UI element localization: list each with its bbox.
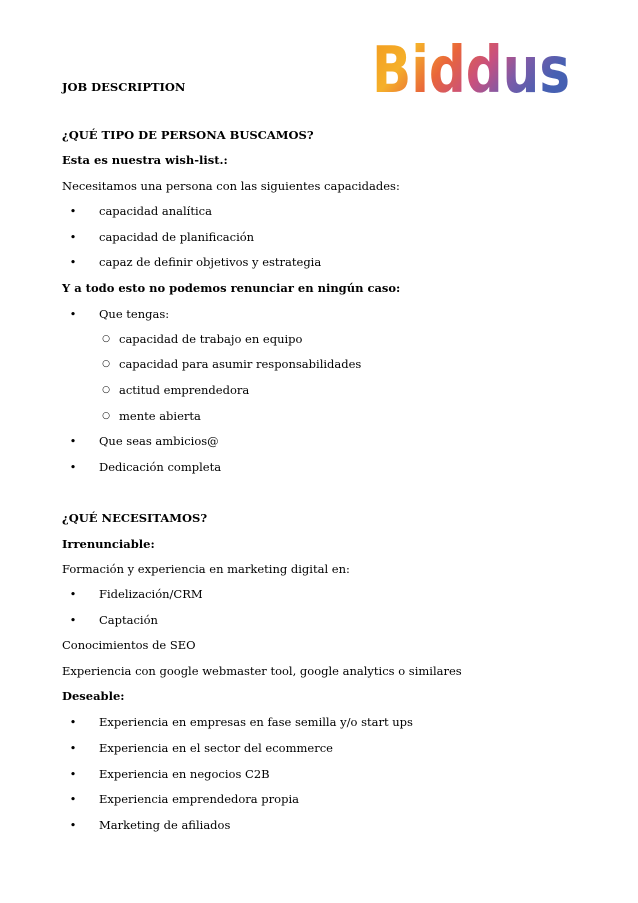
bullet-icon: • xyxy=(69,767,77,781)
circle-bullet-icon: ○ xyxy=(102,385,110,395)
bullet-icon: • xyxy=(69,741,77,755)
circle-bullet-icon: ○ xyxy=(102,359,110,369)
seo-text: Conocimientos de SEO xyxy=(62,638,196,652)
bullet-icon: • xyxy=(69,204,77,218)
section-heading-needs: ¿QUÉ NECESITAMOS? xyxy=(62,511,208,525)
bullet-icon: • xyxy=(69,255,77,269)
required-heading: Irrenunciable: xyxy=(62,537,155,551)
section-heading-persona: ¿QUÉ TIPO DE PERSONA BUSCAMOS? xyxy=(62,128,314,142)
logo-text: Biddus xyxy=(372,34,570,108)
intro-text: Necesitamos una persona con las siguientes capacidades: xyxy=(62,179,400,193)
bullet-icon: • xyxy=(69,460,77,474)
desirable-heading: Deseable: xyxy=(62,689,125,703)
biddus-logo xyxy=(372,28,572,108)
bullet-icon: • xyxy=(69,230,77,244)
bullet-icon: • xyxy=(69,792,77,806)
training-text: Formación y experiencia en marketing digital en: xyxy=(62,562,350,576)
bullet-icon: • xyxy=(69,613,77,627)
wishlist-heading: Esta es nuestra wish-list.: xyxy=(62,153,228,167)
document-page: Biddus JOB DESCRIPTION ¿QUÉ TIPO DE PERSONA BUSCAMOS? Esta es nuestra wish-list.: Necesitamos una persona con las siguientes capacidades: • capacidad analítica • capacidad de planificación • capaz de definir objetivos y estrategia Y a todo esto no podemos renunciar en ningún caso: • Que tengas: ○ capacidad de trabajo en equipo ○ capacidad para asumir responsabilidades ○ actitud emprendedora ○ mente abierta • Que seas ambicios@ • Dedicación completa ¿QUÉ NECESITAMOS? Irrenunciable: Formación y experiencia en marketing digital en: • Fidelización/CRM • Captación Conocimientos de SEO Experiencia con google webmaster tool, google analytics o similares Deseable: • Experiencia en empresas en fase semilla y/o start ups • Experiencia en el sector del ecommerce • Experiencia en negocios C2B • Experiencia emprendedora propia • Marketing de afiliados xyxy=(0,0,638,903)
tools-text: Experiencia con google webmaster tool, google analytics o similares xyxy=(62,664,462,678)
circle-bullet-icon: ○ xyxy=(102,411,110,421)
bullet-icon: • xyxy=(69,434,77,448)
musts-heading: Y a todo esto no podemos renunciar en ningún caso: xyxy=(62,281,401,295)
bullet-icon: • xyxy=(69,818,77,832)
document-title: JOB DESCRIPTION xyxy=(62,80,186,94)
circle-bullet-icon: ○ xyxy=(102,334,110,344)
bullet-icon: • xyxy=(69,307,77,321)
bullet-icon: • xyxy=(69,715,77,729)
bullet-icon: • xyxy=(69,587,77,601)
